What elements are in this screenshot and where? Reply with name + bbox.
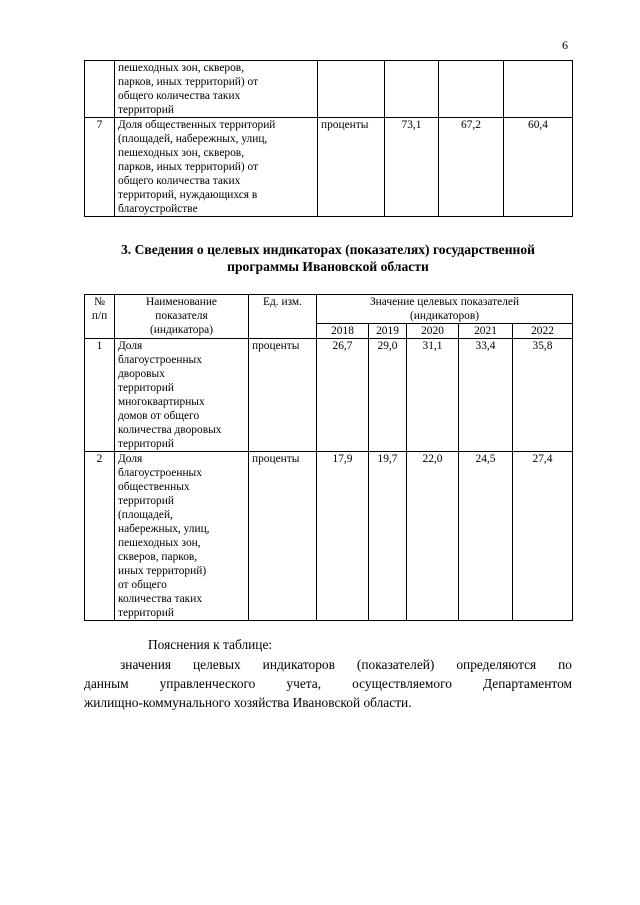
value-cell: 73,1 [385,118,439,217]
header-values: Значение целевых показателей (индикаторов) [317,295,573,324]
header-year: 2020 [407,324,459,339]
unit-cell [318,61,385,118]
indicator-name: Доля благоустроенных общественных территорий (площадей, набережных, улиц, пешеходных зон, скверов, парков, иных территорий) от общего количества таких территорий [115,452,249,621]
header-year: 2021 [459,324,513,339]
row-number: 7 [85,118,115,217]
header-year: 2022 [513,324,573,339]
table-row [85,452,573,621]
header-unit: Ед. изм. [249,295,317,339]
table-row [85,339,573,452]
indicator-name: пешеходных зон, скверов, парков, иных территорий) от общего количества таких территорий [115,61,318,118]
value-cell: 35,8 [513,339,573,452]
table-row [85,118,573,217]
notes-line: жилищно-коммунального хозяйства Ивановской области. [84,695,412,710]
notes-line: данным управленческого учета, осуществляемого Департаментом [84,676,572,691]
value-cell: 67,2 [439,118,504,217]
continued-table [84,60,573,217]
indicators-table [84,294,573,621]
value-cell: 29,0 [369,339,407,452]
value-cell: 31,1 [407,339,459,452]
header-year: 2019 [369,324,407,339]
value-cell: 60,4 [504,118,573,217]
unit-cell: проценты [318,118,385,217]
value-cell: 24,5 [459,452,513,621]
header-year: 2018 [317,324,369,339]
row-number: 2 [85,452,115,621]
notes-heading: Пояснения к таблице: [148,637,273,652]
value-cell [439,61,504,118]
table-header-row [85,295,573,324]
value-cell: 27,4 [513,452,573,621]
value-cell [385,61,439,118]
value-cell: 19,7 [369,452,407,621]
value-cell: 17,9 [317,452,369,621]
value-cell [504,61,573,118]
unit-cell: проценты [249,452,317,621]
header-num: № п/п [85,295,115,339]
value-cell: 22,0 [407,452,459,621]
unit-cell: проценты [249,339,317,452]
table-row [85,61,573,118]
header-name: Наименование показателя (индикатора) [115,295,249,339]
value-cell: 33,4 [459,339,513,452]
row-number: 1 [85,339,115,452]
notes-line: значения целевых индикаторов (показателей) определяются по [120,657,572,672]
row-number [85,61,115,118]
value-cell: 26,7 [317,339,369,452]
indicator-name: Доля общественных территорий (площадей, набережных, улиц, пешеходных зон, скверов, парков, иных территорий) от общего количества таких территорий, нуждающихся в благоустройстве [115,118,318,217]
section-title: 3. Сведения о целевых индикаторах (показателях) государственной программы Ивановской области [120,242,536,274]
indicator-name: Доля благоустроенных дворовых территорий многоквартирных домов от общего количества дворовых территорий [115,339,249,452]
page-number: 6 [562,38,568,52]
